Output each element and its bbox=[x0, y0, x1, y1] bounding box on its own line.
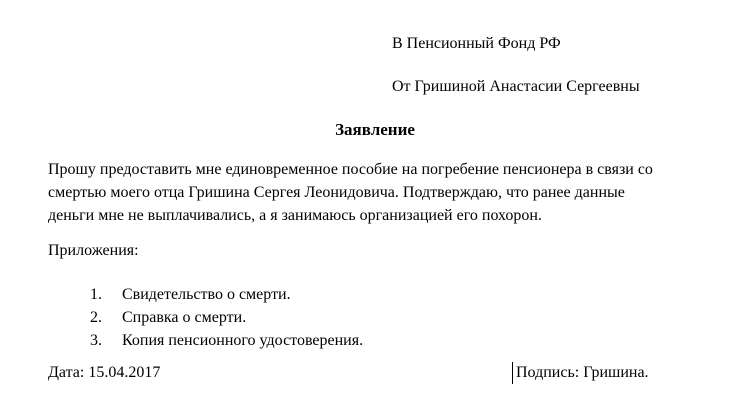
list-item bbox=[48, 283, 363, 306]
list-item-text: Свидетельство о смерти. bbox=[122, 286, 291, 303]
application-body bbox=[48, 158, 728, 227]
list-item-number: 1. bbox=[90, 286, 102, 303]
body-line: деньги мне не выплачивались, а я занимаюсь организацией его похорон. bbox=[48, 207, 542, 224]
list-item-number: 3. bbox=[90, 332, 102, 349]
addressee-line: В Пенсионный Фонд РФ bbox=[392, 35, 561, 52]
list-item-text: Справка о смерти. bbox=[122, 309, 247, 326]
list-item bbox=[48, 329, 363, 352]
date-line: Дата: 15.04.2017 bbox=[48, 364, 161, 381]
list-item-number: 2. bbox=[90, 309, 102, 326]
sender-line: От Гришиной Анастасии Сергеевны bbox=[392, 78, 640, 95]
list-item bbox=[48, 306, 363, 329]
list-item-text: Копия пенсионного удостоверения. bbox=[122, 332, 364, 349]
attachments-list bbox=[48, 283, 363, 352]
document-title: Заявление bbox=[335, 120, 415, 139]
body-line: Прошу предоставить мне единовременное пособие на погребение пенсионера в связи со bbox=[48, 161, 653, 178]
body-line: смертью моего отца Гришина Сергея Леонидовича. Подтверждаю, что ранее данные bbox=[48, 184, 625, 201]
signature-line: Подпись: Гришина. bbox=[512, 362, 649, 384]
attachments-heading: Приложения: bbox=[48, 242, 139, 259]
